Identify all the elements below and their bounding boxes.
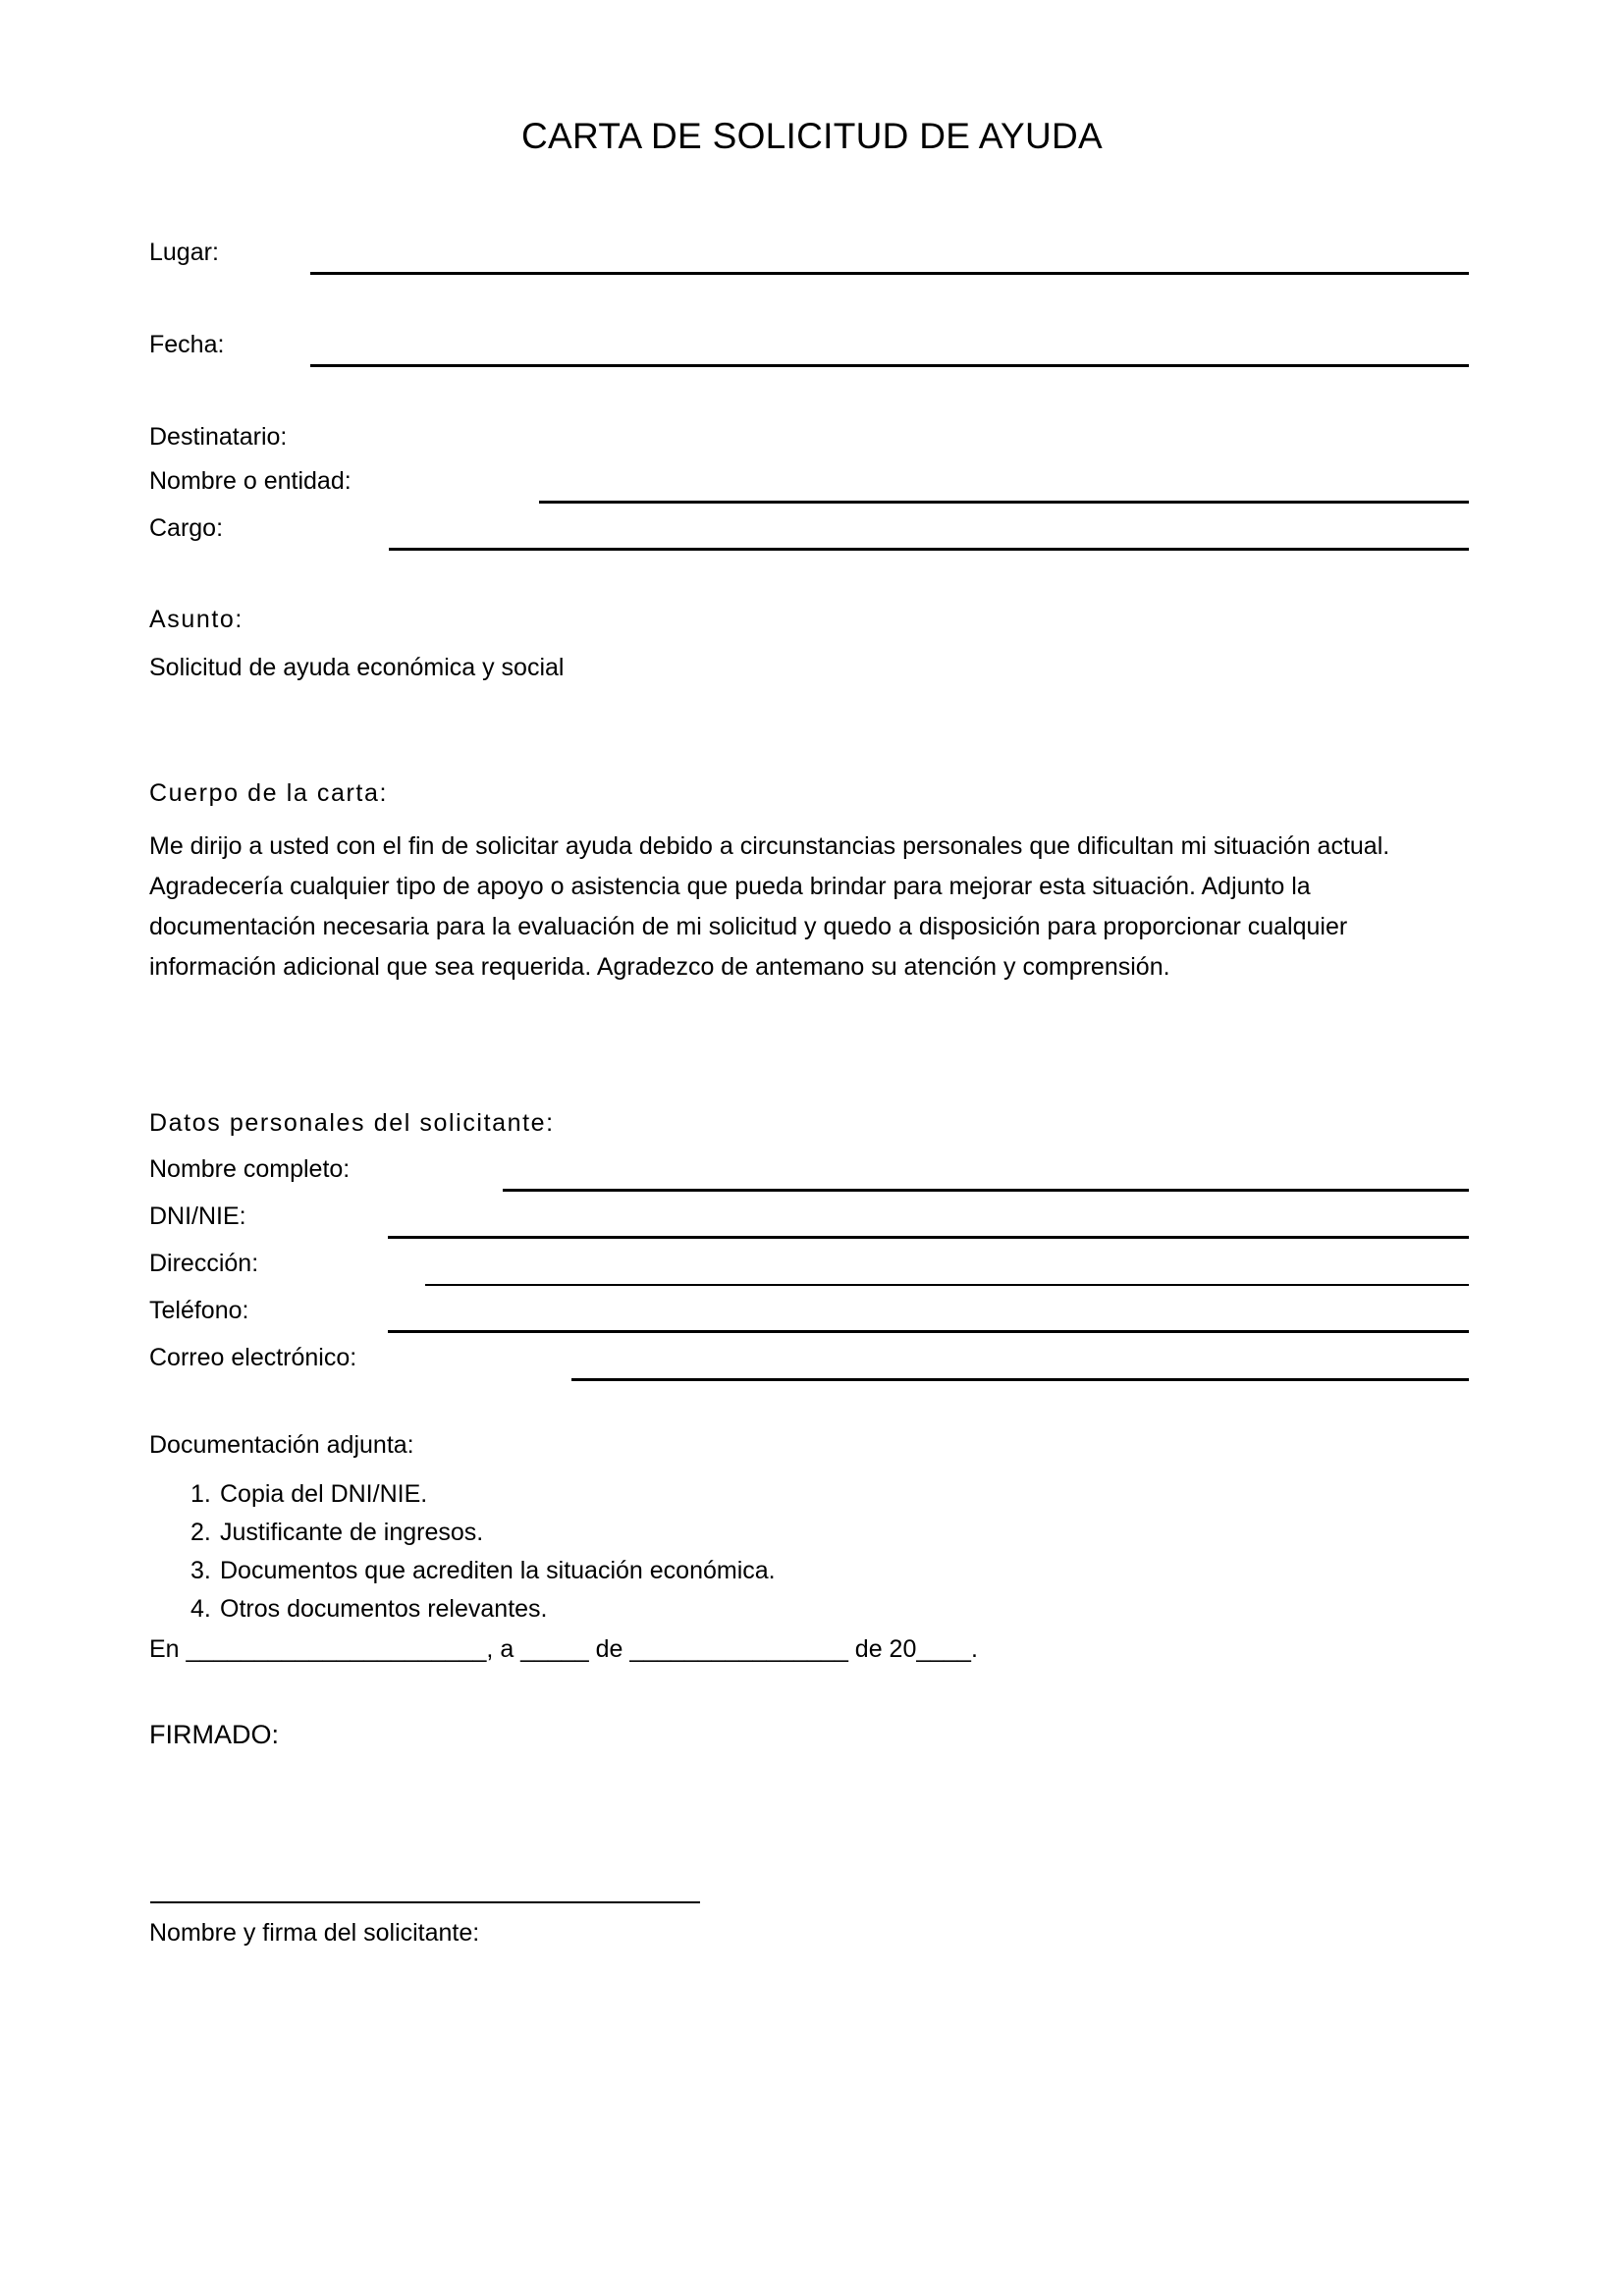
list-item-number: 1.: [190, 1480, 211, 1508]
direccion-label: Dirección:: [149, 1250, 259, 1277]
list-item-number: 3.: [190, 1557, 211, 1584]
place-date-line[interactable]: [149, 1632, 978, 1666]
signature-rule[interactable]: [150, 1901, 700, 1903]
dni-nie-input-rule[interactable]: [388, 1236, 1469, 1239]
lugar-input-rule[interactable]: [310, 272, 1469, 275]
list-item-number: 2.: [190, 1519, 211, 1546]
attachment-list: [149, 1475, 776, 1629]
cuerpo-section-label: Cuerpo de la carta:: [149, 779, 389, 807]
nombre-completo-input-rule[interactable]: [503, 1189, 1469, 1192]
destinatario-section-label: Destinatario:: [149, 423, 288, 451]
correo-electronico-label: Correo electrónico:: [149, 1344, 357, 1371]
dni-nie-label: DNI/NIE:: [149, 1202, 246, 1230]
list-item-label: Justificante de ingresos.: [220, 1519, 484, 1546]
documentacion-section-label: Documentación adjunta:: [149, 1431, 414, 1459]
asunto-value: Solicitud de ayuda económica y social: [149, 654, 565, 681]
fecha-input-rule[interactable]: [310, 364, 1469, 367]
list-item: [149, 1590, 776, 1629]
nombre-completo-label: Nombre completo:: [149, 1155, 351, 1183]
place-date-year: de 20____.: [847, 1635, 978, 1663]
list-item: [149, 1475, 776, 1514]
list-item-label: Otros documentos relevantes.: [220, 1595, 548, 1623]
page-title: CARTA DE SOLICITUD DE AYUDA: [520, 116, 1103, 156]
datos-personales-section-label: Datos personales del solicitante:: [149, 1109, 555, 1137]
place-date-en: En ______________________: [149, 1635, 487, 1663]
direccion-input-rule[interactable]: [425, 1284, 1469, 1286]
telefono-input-rule[interactable]: [388, 1330, 1469, 1333]
cargo-label: Cargo:: [149, 514, 224, 542]
list-item-label: Copia del DNI/NIE.: [220, 1480, 428, 1508]
list-item: [149, 1514, 776, 1552]
list-item-number: 4.: [190, 1595, 211, 1623]
asunto-section-label: Asunto:: [149, 606, 244, 633]
signature-caption: Nombre y firma del solicitante:: [149, 1919, 480, 1947]
telefono-label: Teléfono:: [149, 1297, 249, 1324]
nombre-entidad-label: Nombre o entidad:: [149, 467, 352, 495]
list-item: [149, 1552, 776, 1590]
fecha-label: Fecha:: [149, 331, 225, 358]
cuerpo-paragraph: Me dirijo a usted con el fin de solicitar ayuda debido a circunstancias personales que dificultan mi situación actual. Agradecería cualquier tipo de apoyo o asistencia que pueda brindar para mejorar esta situación. Adjunto la documentación necesaria para la evaluación de mi solicitud y quedo a disposición para proporcionar cualquier información adicional que sea requerida. Agradezco de antemano su atención y comprensión.: [149, 832, 1390, 981]
cargo-input-rule[interactable]: [389, 548, 1469, 551]
place-date-day: , a _____ de ________________: [486, 1635, 848, 1663]
lugar-label: Lugar:: [149, 239, 219, 266]
correo-electronico-input-rule[interactable]: [571, 1378, 1469, 1381]
nombre-entidad-input-rule[interactable]: [539, 501, 1469, 504]
firmado-label: FIRMADO:: [149, 1720, 279, 1749]
list-item-label: Documentos que acrediten la situación económica.: [220, 1557, 776, 1584]
